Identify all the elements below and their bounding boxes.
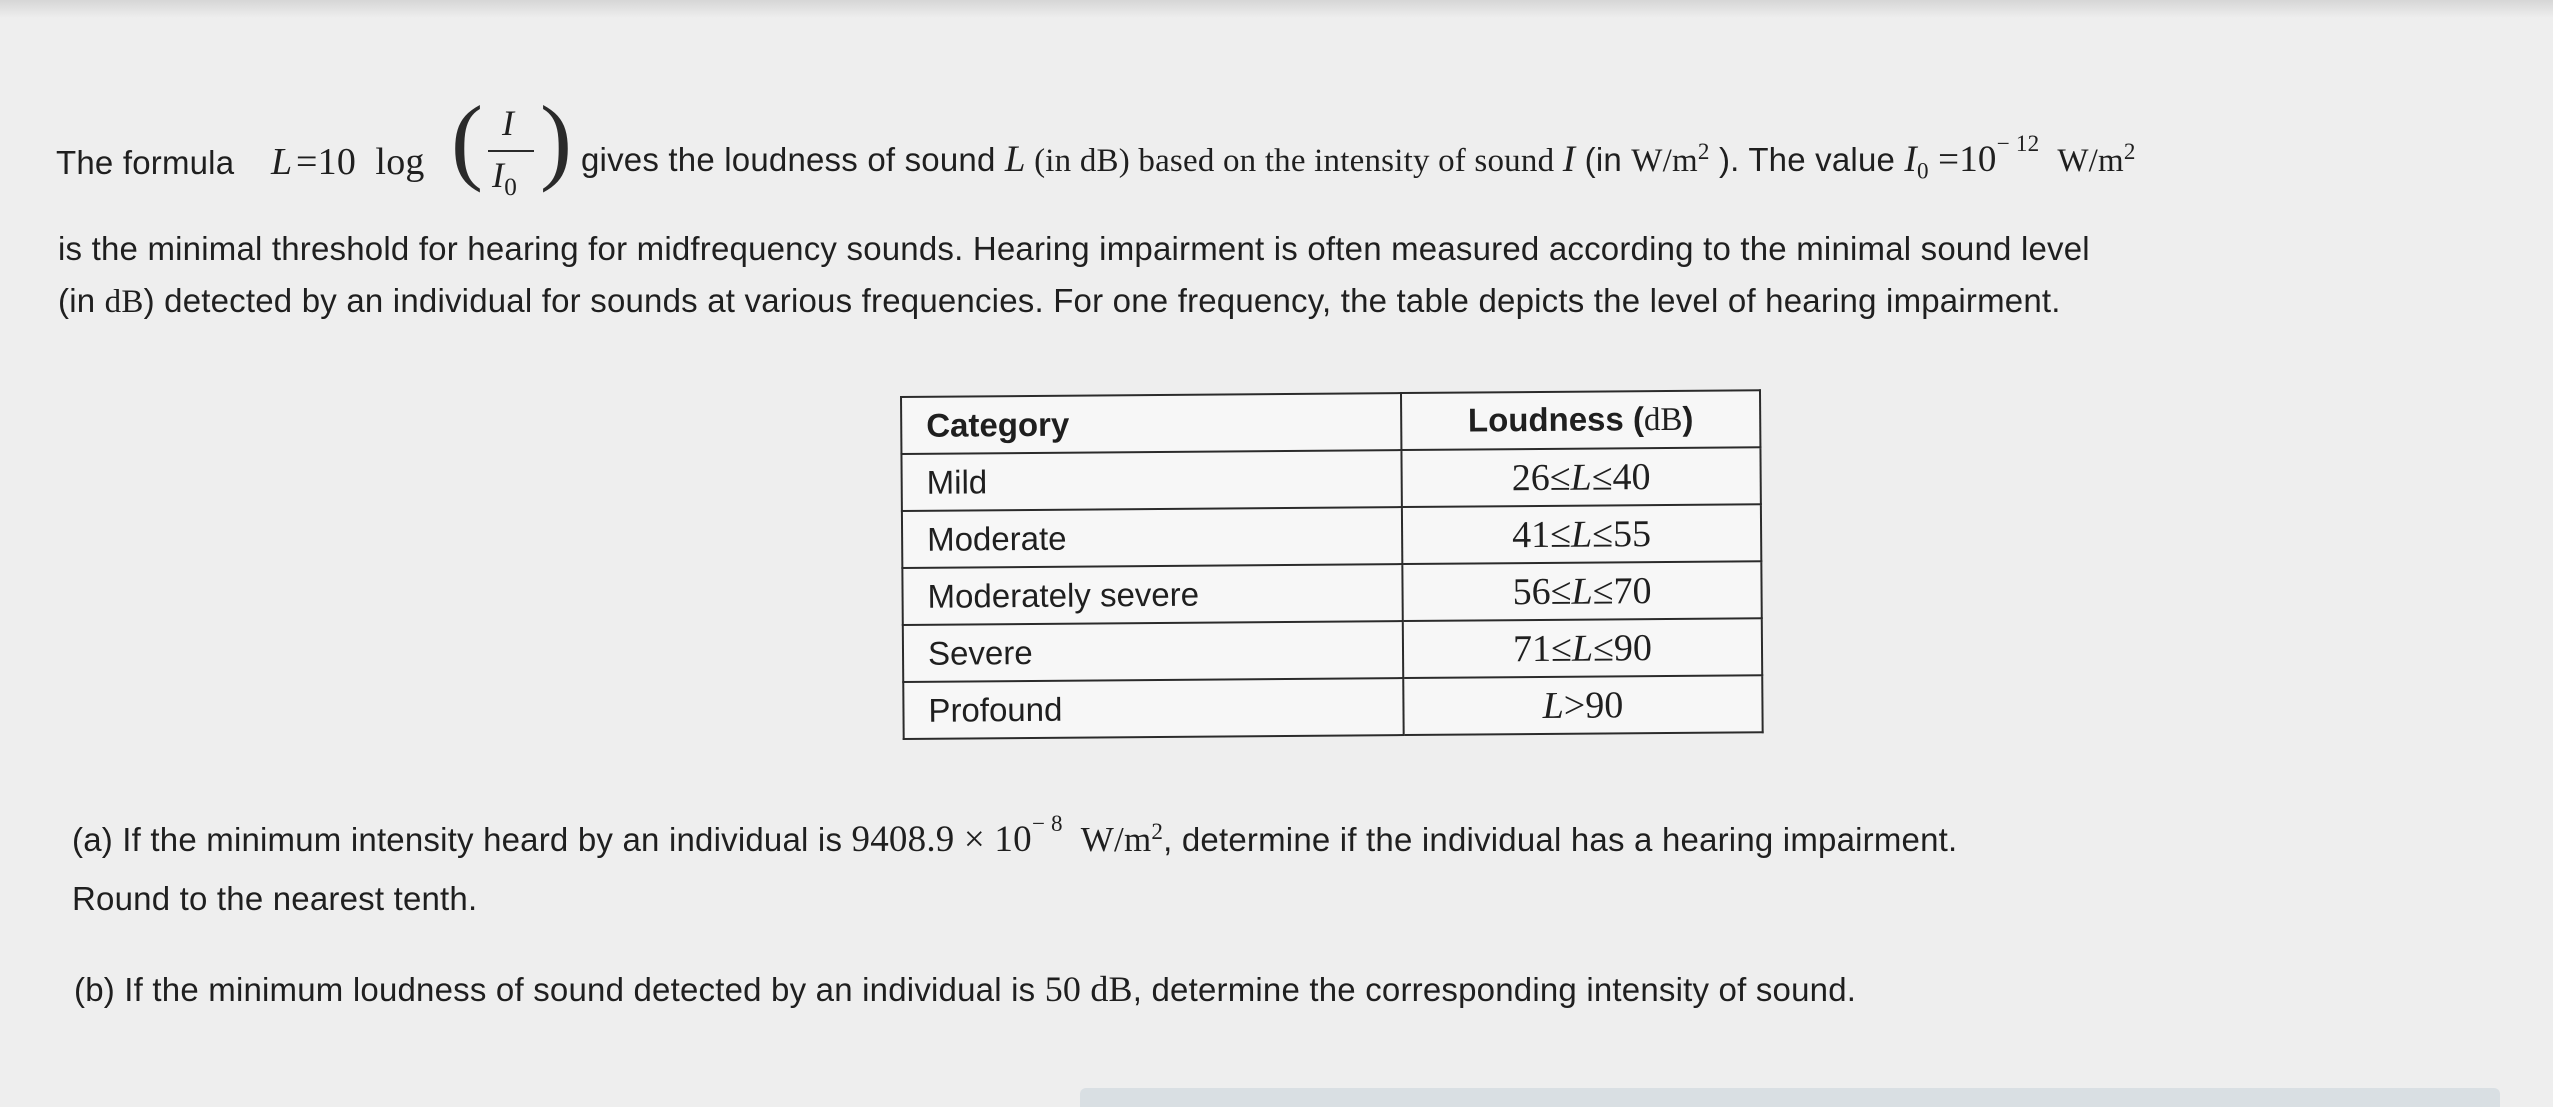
intro-formula-line [56, 88, 2496, 228]
table-row [902, 504, 1761, 568]
paragraph-line-2: is the minimal threshold for hearing for midfrequency sounds. Hearing impairment is often measured according to the minimal sound level [58, 230, 2090, 267]
row-loudness-range: 71≤L≤90 [1403, 618, 1762, 678]
table-row [901, 447, 1760, 511]
paragraph-line-3: (in dB) detected by an individual for sounds at various frequencies. For one frequency, the table depicts the level of hearing impairment. [58, 282, 2061, 320]
fraction-bar [488, 150, 534, 152]
header-loudness: Loudness (dB) [1401, 390, 1760, 450]
table-row [902, 561, 1761, 625]
row-loudness-range: L>90 [1403, 675, 1762, 735]
row-category: Moderate [902, 507, 1402, 568]
row-category: Moderately severe [902, 564, 1402, 625]
formula-eq-log: =10 log [296, 141, 425, 183]
impairment-table [900, 389, 1764, 740]
question-b-line: (b) If the minimum loudness of sound detected by an individual is 50 dB, determine the corresponding intensity of sound. [74, 969, 1857, 1009]
row-category: Severe [903, 621, 1403, 682]
left-paren: ( [451, 86, 484, 193]
row-category: Mild [901, 450, 1401, 511]
intro-prefix: The formula [56, 144, 235, 181]
frac-denominator: $I_0$ [492, 155, 517, 202]
impairment-table-wrapper [900, 389, 1764, 740]
question-a-line-2: Round to the nearest tenth. [72, 880, 478, 917]
bottom-panel-edge [1080, 1088, 2500, 1107]
table-row [903, 675, 1762, 739]
right-paren: ) [540, 86, 573, 193]
row-loudness-range: 26≤L≤40 [1401, 447, 1760, 507]
question-a-line-1: (a) If the minimum intensity heard by an individual is $9408.9 \times 10^{- 8}$ $W/m^2$, determine if the individual has a hearing impairment. [72, 810, 1958, 860]
frac-numerator: I [502, 103, 515, 143]
header-category: Category [901, 393, 1401, 454]
intro-after-formula: gives the loudness of sound L (in dB) based on the intensity of sound I (in $W/m^2$ ). The value $I_0 =10^{- 12}$ $W/m^2$ [581, 130, 2136, 184]
row-loudness-range: 41≤L≤55 [1402, 504, 1761, 564]
row-loudness-range: 56≤L≤70 [1402, 561, 1761, 621]
table-row [903, 618, 1762, 682]
row-category: Profound [903, 678, 1403, 739]
table-header-row [901, 390, 1760, 454]
formula-lhs: L [271, 141, 293, 183]
